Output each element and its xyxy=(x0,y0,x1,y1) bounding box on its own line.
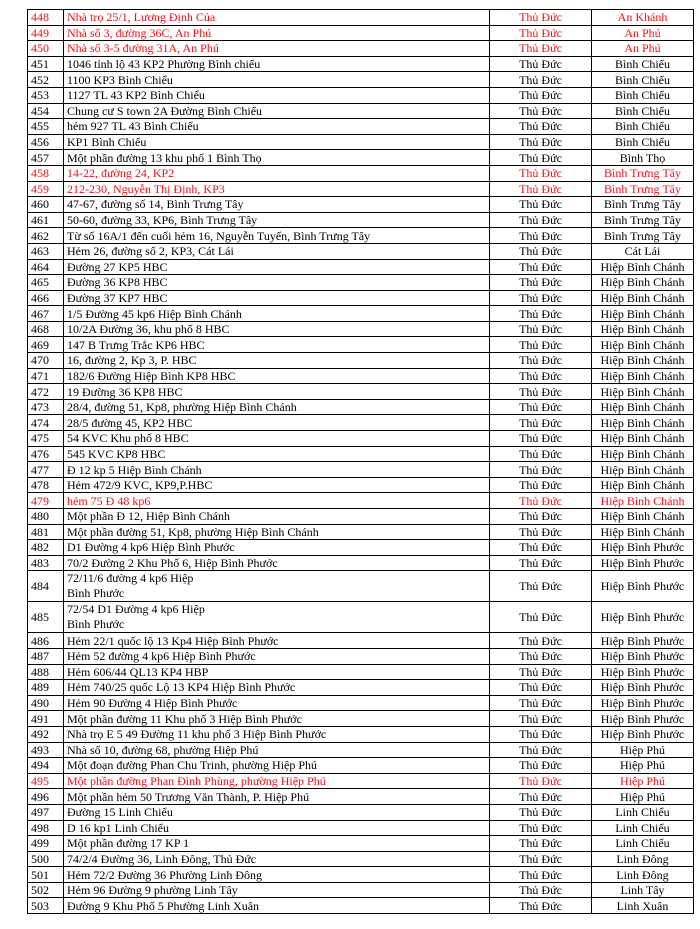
row-number: 488 xyxy=(28,664,64,680)
row-district: Thủ Đức xyxy=(490,820,592,836)
row-district: Thủ Đức xyxy=(490,321,592,337)
table-row xyxy=(28,773,694,789)
row-number: 502 xyxy=(28,882,64,898)
row-number: 457 xyxy=(28,150,64,166)
row-district: Thủ Đức xyxy=(490,212,592,228)
row-number: 465 xyxy=(28,275,64,291)
row-district: Thủ Đức xyxy=(490,602,592,633)
row-address: Đường 15 Linh Chiểu xyxy=(64,804,490,820)
row-ward: Linh Chiểu xyxy=(592,804,694,820)
row-ward: Bình Chiểu xyxy=(592,72,694,88)
table-row xyxy=(28,181,694,197)
row-ward: Hiệp Bình Phước xyxy=(592,648,694,664)
row-number: 448 xyxy=(28,10,64,26)
row-ward: Hiệp Bình Phước xyxy=(592,555,694,571)
row-ward: Linh Tây xyxy=(592,882,694,898)
row-address: Đường 36 KP8 HBC xyxy=(64,275,490,291)
table-row xyxy=(28,524,694,540)
row-ward: Hiệp Bình Chánh xyxy=(592,509,694,525)
row-ward: Hiệp Bình Chánh xyxy=(592,493,694,509)
table-row xyxy=(28,648,694,664)
row-district: Thủ Đức xyxy=(490,87,592,103)
row-address: 19 Đường 36 KP8 HBC xyxy=(64,384,490,400)
table-row xyxy=(28,212,694,228)
row-number: 500 xyxy=(28,851,64,867)
row-number: 485 xyxy=(28,602,64,633)
row-address: Nhà số 3-5 đường 31A, An Phú xyxy=(64,41,490,57)
row-address: 74/2/4 Đường 36, Linh Đông, Thủ Đức xyxy=(64,851,490,867)
row-number: 501 xyxy=(28,867,64,883)
row-number: 499 xyxy=(28,836,64,852)
row-number: 478 xyxy=(28,477,64,493)
row-district: Thủ Đức xyxy=(490,72,592,88)
table-row xyxy=(28,150,694,166)
row-district: Thủ Đức xyxy=(490,711,592,727)
table-row xyxy=(28,134,694,150)
row-number: 496 xyxy=(28,789,64,805)
row-address: Một phần đường 13 khu phố 1 Bình Thọ xyxy=(64,150,490,166)
row-district: Thủ Đức xyxy=(490,648,592,664)
table-row xyxy=(28,711,694,727)
row-address: 72/54 D1 Đường 4 kp6 Hiệp Bình Phước xyxy=(64,602,490,633)
row-ward: Hiệp Bình Phước xyxy=(592,633,694,649)
row-number: 490 xyxy=(28,695,64,711)
row-address: 1/5 Đường 45 kp6 Hiệp Bình Chánh xyxy=(64,306,490,322)
row-address: 10/2A Đường 36, khu phố 8 HBC xyxy=(64,321,490,337)
table-row xyxy=(28,25,694,41)
row-ward: Hiệp Bình Chánh xyxy=(592,368,694,384)
row-number: 450 xyxy=(28,41,64,57)
table-row xyxy=(28,321,694,337)
row-number: 495 xyxy=(28,773,64,789)
row-number: 456 xyxy=(28,134,64,150)
row-ward: Hiệp Bình Phước xyxy=(592,571,694,602)
row-ward: Hiệp Bình Phước xyxy=(592,726,694,742)
row-district: Thủ Đức xyxy=(490,228,592,244)
row-address: 47-67, đường số 14, Bình Trưng Tây xyxy=(64,197,490,213)
row-address: 1046 tỉnh lộ 43 KP2 Phường Bình chiểu xyxy=(64,56,490,72)
row-number: 486 xyxy=(28,633,64,649)
row-district: Thủ Đức xyxy=(490,25,592,41)
row-number: 468 xyxy=(28,321,64,337)
row-number: 473 xyxy=(28,399,64,415)
row-number: 461 xyxy=(28,212,64,228)
row-district: Thủ Đức xyxy=(490,462,592,478)
row-ward: Hiệp Bình Chánh xyxy=(592,384,694,400)
row-ward: Hiệp Bình Phước xyxy=(592,680,694,696)
row-address: Đường 9 Khu Phố 5 Phường Linh Xuân xyxy=(64,898,490,914)
row-address: Nhà trọ E 5 49 Đường 11 khu phố 3 Hiệp Bình Phước xyxy=(64,726,490,742)
row-address: Hẻm 72/2 Đường 36 Phường Linh Đông xyxy=(64,867,490,883)
row-number: 451 xyxy=(28,56,64,72)
row-number: 470 xyxy=(28,353,64,369)
row-ward: Hiệp Bình Chánh xyxy=(592,306,694,322)
row-ward: Hiệp Bình Chánh xyxy=(592,524,694,540)
row-ward: Bình Chiểu xyxy=(592,56,694,72)
row-ward: Bình Chiểu xyxy=(592,119,694,135)
row-address: 16, đường 2, Kp 3, P. HBC xyxy=(64,353,490,369)
table-row xyxy=(28,664,694,680)
table-row xyxy=(28,399,694,415)
row-number: 482 xyxy=(28,540,64,556)
table-row xyxy=(28,726,694,742)
row-district: Thủ Đức xyxy=(490,197,592,213)
table-row xyxy=(28,898,694,914)
table-row xyxy=(28,10,694,26)
row-number: 469 xyxy=(28,337,64,353)
row-district: Thủ Đức xyxy=(490,540,592,556)
row-ward: Bình Chiểu xyxy=(592,103,694,119)
row-address: 1127 TL 43 KP2 Bình Chiểu xyxy=(64,87,490,103)
row-address: Một đoạn đường Phan Chu Trinh, phường Hiệp Phú xyxy=(64,758,490,774)
row-ward: Hiệp Bình Phước xyxy=(592,602,694,633)
row-ward: Hiệp Bình Phước xyxy=(592,711,694,727)
table-row xyxy=(28,680,694,696)
row-ward: Linh Đông xyxy=(592,867,694,883)
row-ward: An Phú xyxy=(592,41,694,57)
row-district: Thủ Đức xyxy=(490,726,592,742)
row-district: Thủ Đức xyxy=(490,867,592,883)
row-number: 452 xyxy=(28,72,64,88)
table-row xyxy=(28,243,694,259)
row-number: 471 xyxy=(28,368,64,384)
row-number: 460 xyxy=(28,197,64,213)
row-address: 70/2 Đường 2 Khu Phố 6, Hiệp Bình Phước xyxy=(64,555,490,571)
row-address: Đường 37 KP7 HBC xyxy=(64,290,490,306)
row-district: Thủ Đức xyxy=(490,56,592,72)
row-district: Thủ Đức xyxy=(490,742,592,758)
table-row xyxy=(28,493,694,509)
row-number: 477 xyxy=(28,462,64,478)
table-row xyxy=(28,165,694,181)
row-ward: Linh Chiểu xyxy=(592,836,694,852)
row-district: Thủ Đức xyxy=(490,524,592,540)
table-row xyxy=(28,509,694,525)
row-address: 182/6 Đường Hiệp Bình KP8 HBC xyxy=(64,368,490,384)
table-row xyxy=(28,742,694,758)
table-row xyxy=(28,384,694,400)
row-address: Hẻm 740/25 quốc Lộ 13 KP4 Hiệp Bình Phước xyxy=(64,680,490,696)
row-number: 453 xyxy=(28,87,64,103)
row-number: 449 xyxy=(28,25,64,41)
row-number: 483 xyxy=(28,555,64,571)
row-district: Thủ Đức xyxy=(490,134,592,150)
row-address: Chung cư S town 2A Đường Bình Chiểu xyxy=(64,103,490,119)
row-address: 28/4, đường 51, Kp8, phường Hiệp Bình Chánh xyxy=(64,399,490,415)
row-number: 484 xyxy=(28,571,64,602)
row-district: Thủ Đức xyxy=(490,353,592,369)
row-ward: Hiệp Bình Phước xyxy=(592,664,694,680)
row-number: 475 xyxy=(28,431,64,447)
row-address: 54 KVC Khu phố 8 HBC xyxy=(64,431,490,447)
row-number: 503 xyxy=(28,898,64,914)
row-ward: Bình Trưng Tây xyxy=(592,228,694,244)
row-ward: Bình Trưng Tây xyxy=(592,212,694,228)
row-district: Thủ Đức xyxy=(490,555,592,571)
row-number: 459 xyxy=(28,181,64,197)
row-ward: Linh Đông xyxy=(592,851,694,867)
row-address: Một phần hẻm 50 Trương Văn Thành, P. Hiệp Phú xyxy=(64,789,490,805)
row-ward: An Phú xyxy=(592,25,694,41)
table-row xyxy=(28,836,694,852)
row-district: Thủ Đức xyxy=(490,431,592,447)
row-ward: Hiệp Phú xyxy=(592,773,694,789)
row-ward: Cát Lái xyxy=(592,243,694,259)
table-row xyxy=(28,602,694,633)
row-ward: Bình Thọ xyxy=(592,150,694,166)
row-district: Thủ Đức xyxy=(490,306,592,322)
table-row xyxy=(28,431,694,447)
row-number: 479 xyxy=(28,493,64,509)
row-district: Thủ Đức xyxy=(490,181,592,197)
row-number: 454 xyxy=(28,103,64,119)
table-row xyxy=(28,353,694,369)
row-ward: Hiệp Bình Chánh xyxy=(592,399,694,415)
row-ward: Hiệp Bình Chánh xyxy=(592,477,694,493)
row-district: Thủ Đức xyxy=(490,509,592,525)
row-district: Thủ Đức xyxy=(490,773,592,789)
row-address: Nhà số 10, đường 68, phường Hiệp Phú xyxy=(64,742,490,758)
row-ward: Hiệp Bình Phước xyxy=(592,540,694,556)
row-address: Hẻm 52 đường 4 kp6 Hiệp Bình Phước xyxy=(64,648,490,664)
row-address: Một phần Đ 12, Hiệp Bình Chánh xyxy=(64,509,490,525)
row-district: Thủ Đức xyxy=(490,399,592,415)
row-ward: Bình Trưng Tây xyxy=(592,165,694,181)
row-address: 50-60, đường 33, KP6, Bình Trưng Tây xyxy=(64,212,490,228)
row-address: Một phần đường 11 Khu phố 3 Hiệp Bình Phước xyxy=(64,711,490,727)
row-ward: Hiệp Phú xyxy=(592,789,694,805)
row-district: Thủ Đức xyxy=(490,446,592,462)
row-number: 493 xyxy=(28,742,64,758)
row-number: 463 xyxy=(28,243,64,259)
table-row xyxy=(28,571,694,602)
row-number: 458 xyxy=(28,165,64,181)
row-address: Nhà số 3, đường 36C, An Phú xyxy=(64,25,490,41)
table-row xyxy=(28,415,694,431)
row-address: Hẻm 96 Đường 9 phường Linh Tây xyxy=(64,882,490,898)
row-address: 212-230, Nguyễn Thị Định, KP3 xyxy=(64,181,490,197)
table-row xyxy=(28,462,694,478)
row-address: Đường 27 KP5 HBC xyxy=(64,259,490,275)
row-district: Thủ Đức xyxy=(490,680,592,696)
row-number: 466 xyxy=(28,290,64,306)
row-district: Thủ Đức xyxy=(490,695,592,711)
row-ward: Hiệp Bình Phước xyxy=(592,695,694,711)
table-row xyxy=(28,820,694,836)
table-row xyxy=(28,477,694,493)
row-number: 467 xyxy=(28,306,64,322)
row-number: 474 xyxy=(28,415,64,431)
row-district: Thủ Đức xyxy=(490,882,592,898)
row-address: Một phần đường 17 KP 1 xyxy=(64,836,490,852)
table-row xyxy=(28,867,694,883)
table-row xyxy=(28,368,694,384)
row-number: 464 xyxy=(28,259,64,275)
row-district: Thủ Đức xyxy=(490,243,592,259)
table-row xyxy=(28,446,694,462)
row-address: hẻm 75 Đ 48 kp6 xyxy=(64,493,490,509)
row-ward: Hiệp Bình Chánh xyxy=(592,259,694,275)
row-district: Thủ Đức xyxy=(490,103,592,119)
table-row xyxy=(28,119,694,135)
table-row xyxy=(28,337,694,353)
row-number: 498 xyxy=(28,820,64,836)
row-district: Thủ Đức xyxy=(490,664,592,680)
table-row xyxy=(28,41,694,57)
row-ward: Hiệp Bình Chánh xyxy=(592,290,694,306)
row-district: Thủ Đức xyxy=(490,384,592,400)
table-row xyxy=(28,695,694,711)
row-number: 491 xyxy=(28,711,64,727)
row-number: 472 xyxy=(28,384,64,400)
row-address: Hẻm 22/1 quốc lộ 13 Kp4 Hiệp Bình Phước xyxy=(64,633,490,649)
row-number: 480 xyxy=(28,509,64,525)
row-district: Thủ Đức xyxy=(490,758,592,774)
row-district: Thủ Đức xyxy=(490,415,592,431)
row-district: Thủ Đức xyxy=(490,493,592,509)
table-row xyxy=(28,540,694,556)
row-district: Thủ Đức xyxy=(490,119,592,135)
row-address: Hẻm 26, đường số 2, KP3, Cát Lái xyxy=(64,243,490,259)
row-ward: An Khánh xyxy=(592,10,694,26)
row-number: 455 xyxy=(28,119,64,135)
table-row xyxy=(28,633,694,649)
address-table-body xyxy=(28,10,694,914)
row-district: Thủ Đức xyxy=(490,150,592,166)
row-number: 476 xyxy=(28,446,64,462)
row-ward: Bình Chiểu xyxy=(592,87,694,103)
row-address: Hẻm 606/44 QL13 KP4 HBP xyxy=(64,664,490,680)
row-address: hẻm 927 TL 43 Bình Chiểu xyxy=(64,119,490,135)
table-row xyxy=(28,758,694,774)
row-district: Thủ Đức xyxy=(490,41,592,57)
row-district: Thủ Đức xyxy=(490,10,592,26)
row-number: 497 xyxy=(28,804,64,820)
row-ward: Hiệp Bình Chánh xyxy=(592,337,694,353)
row-address: Một phần đường 51, Kp8, phường Hiệp Bình Chánh xyxy=(64,524,490,540)
row-ward: Hiệp Bình Chánh xyxy=(592,415,694,431)
table-row xyxy=(28,197,694,213)
table-row xyxy=(28,789,694,805)
row-address: 28/5 đường 45, KP2 HBC xyxy=(64,415,490,431)
row-district: Thủ Đức xyxy=(490,165,592,181)
row-address: 545 KVC KP8 HBC xyxy=(64,446,490,462)
row-ward: Bình Chiểu xyxy=(592,134,694,150)
table-row xyxy=(28,259,694,275)
row-number: 494 xyxy=(28,758,64,774)
row-ward: Hiệp Bình Chánh xyxy=(592,353,694,369)
table-row xyxy=(28,275,694,291)
table-row xyxy=(28,103,694,119)
row-number: 462 xyxy=(28,228,64,244)
row-address: Từ số 16A/1 đến cuối hẻm 16, Nguyễn Tuyển, Bình Trưng Tây xyxy=(64,228,490,244)
row-number: 487 xyxy=(28,648,64,664)
row-ward: Linh Chiểu xyxy=(592,820,694,836)
row-number: 489 xyxy=(28,680,64,696)
table-row xyxy=(28,804,694,820)
row-district: Thủ Đức xyxy=(490,851,592,867)
row-address: 14-22, đường 24, KP2 xyxy=(64,165,490,181)
row-address: KP1 Bình Chiểu xyxy=(64,134,490,150)
row-address: D1 Đường 4 kp6 Hiệp Bình Phước xyxy=(64,540,490,556)
row-district: Thủ Đức xyxy=(490,337,592,353)
row-number: 481 xyxy=(28,524,64,540)
row-number: 492 xyxy=(28,726,64,742)
table-row xyxy=(28,555,694,571)
row-ward: Hiệp Bình Chánh xyxy=(592,462,694,478)
row-address: Một phần đường Phan Đình Phùng, phường Hiệp Phú xyxy=(64,773,490,789)
row-district: Thủ Đức xyxy=(490,290,592,306)
row-district: Thủ Đức xyxy=(490,633,592,649)
row-district: Thủ Đức xyxy=(490,259,592,275)
table-row xyxy=(28,56,694,72)
row-district: Thủ Đức xyxy=(490,836,592,852)
address-table xyxy=(27,9,694,914)
row-district: Thủ Đức xyxy=(490,804,592,820)
row-ward: Linh Xuân xyxy=(592,898,694,914)
row-address: Đ 12 kp 5 Hiệp Bình Chánh xyxy=(64,462,490,478)
row-district: Thủ Đức xyxy=(490,275,592,291)
row-address: Hẻm 90 Đường 4 Hiệp Bình Phước xyxy=(64,695,490,711)
row-district: Thủ Đức xyxy=(490,368,592,384)
table-row xyxy=(28,290,694,306)
table-row xyxy=(28,72,694,88)
row-district: Thủ Đức xyxy=(490,571,592,602)
table-row xyxy=(28,87,694,103)
row-ward: Hiệp Bình Chánh xyxy=(592,275,694,291)
table-row xyxy=(28,228,694,244)
row-address: 147 B Trưng Trắc KP6 HBC xyxy=(64,337,490,353)
row-ward: Bình Trưng Tây xyxy=(592,197,694,213)
table-row xyxy=(28,851,694,867)
row-address: Nhà trọ 25/1, Lương Định Của xyxy=(64,10,490,26)
row-ward: Bình Trưng Tây xyxy=(592,181,694,197)
row-address: D 16 kp1 Linh Chiểu xyxy=(64,820,490,836)
row-address: 1100 KP3 Bình Chiểu xyxy=(64,72,490,88)
row-ward: Hiệp Bình Chánh xyxy=(592,446,694,462)
row-district: Thủ Đức xyxy=(490,477,592,493)
row-address: 72/11/6 đường 4 kp6 Hiệp Bình Phước xyxy=(64,571,490,602)
row-district: Thủ Đức xyxy=(490,898,592,914)
row-ward: Hiệp Bình Chánh xyxy=(592,431,694,447)
row-address: Hẻm 472/9 KVC, KP9,P.HBC xyxy=(64,477,490,493)
table-row xyxy=(28,306,694,322)
row-ward: Hiệp Phú xyxy=(592,742,694,758)
row-district: Thủ Đức xyxy=(490,789,592,805)
row-ward: Hiệp Bình Chánh xyxy=(592,321,694,337)
table-row xyxy=(28,882,694,898)
row-ward: Hiệp Phú xyxy=(592,758,694,774)
